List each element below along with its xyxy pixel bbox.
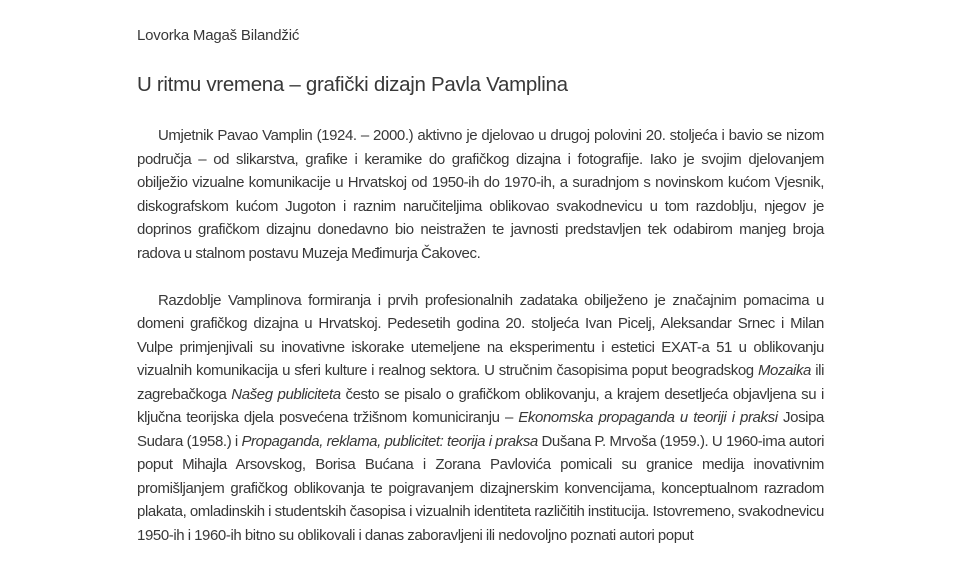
- author-name: Lovorka Magaš Bilandžić: [137, 27, 300, 44]
- paragraph-1: Umjetnik Pavao Vamplin (1924. – 2000.) aktivno je djelovao u drugoj polovini 20. stoljeća i bavio se nizom područja – od slikarstva, grafike i keramike do grafičkog dizajna i fotografije. Iako je svojim djelovanjem obilježio vizualne komunikacije u Hrvatskoj od 1950-ih do 1970-ih, a suradnjom s novinskom kućom Vjesnik, diskografskom kućom Jugoton i raznim naručiteljima oblikovao svakodnevicu u tom razdoblju, njegov je doprinos grafičkom dizajnu donedavno bio neistražen te javnosti predstavljen tek odabirom manjeg broja radova u stalnom postavu Muzeja Međimurja Čakovec.: [137, 127, 824, 262]
- paragraph-2: Razdoblje Vamplinova formiranja i prvih profesionalnih zadataka obilježeno je značajnim pomacima u domeni grafičkog dizajna u Hrvatskoj. Pedesetih godina 20. stoljeća Ivan Picelj, Aleksandar Srnec i Milan Vulpe primjenjivali su inovativne iskorake utemeljene na eksperimentu i estetici EXAT-a 51 u oblikovanju vizualnih komunikacija u sferi kulture i realnog sektora. U stručnim časopisima poput beogradskog Mozaika ili zagrebačkoga Našeg publiciteta često se pisalo o grafičkom oblikovanju, a krajem desetljeća objavljena su i ključna teorijska djela posvećena tržišnom komuniciranju – Ekonomska propaganda u teoriji i praksi Josipa Sudara (1958.) i Propaganda, reklama, publicitet: teorija i praksa Dušana P. Mrvoša (1959.). U 1960-ima autori poput Mihajla Arsovskog, Borisa Bućana i Zorana Pavlovića pomicali su granice medija inovativnim promišljanjem grafičkog oblikovanja te poigravanjem dizajnerskim konvencijama, konceptualnom razradom plakata, omladinskih i studentskih časopisa i vizualnih identiteta različitih institucija. Istovremeno, svakodnevicu 1950-ih i 1960-ih bitno su oblikovali i danas zaboravljeni ili nedovoljno poznati autori poput: [137, 291, 825, 544]
- article-body: [137, 124, 824, 571]
- article-title: U ritmu vremena – grafički dizajn Pavla Vamplina: [137, 73, 568, 96]
